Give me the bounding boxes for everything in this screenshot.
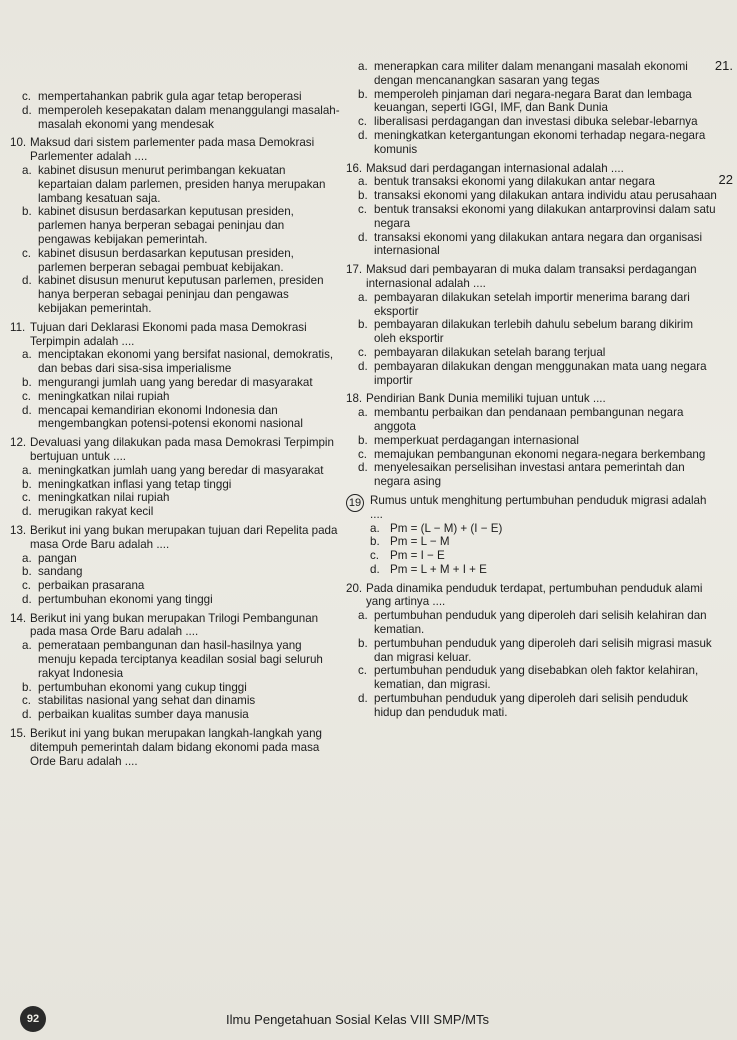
question-17: 17. Maksud dari pembayaran di muka dalam transaksi perdagangan internasional adalah .... a. pembayaran dilakukan setelah importir menerima barang dari eksportir b. pembayaran dilakukan terlebih dahulu sebelum barang dikirim oleh eksportir c. pembayaran dilakukan setelah barang terjual d. pembayaran dilakukan dengan menggunakan mata uang negara importir — [346, 263, 707, 387]
question-13: 13. Berikut ini yang bukan merupakan tujuan dari Repelita pada masa Orde Baru adalah .... a. pangan b. sandang c. perbaikan prasarana d. pertumbuhan ekonomi yang tinggi — [10, 523, 338, 606]
circled-question-number: 19 — [346, 494, 364, 512]
right-column — [346, 60, 718, 725]
side-number-22: 22 — [718, 172, 733, 187]
left-column — [10, 90, 340, 773]
side-number-21: 21. — [714, 58, 733, 73]
question-9-right-options: a. menerapkan cara militer dalam menangani masalah ekonomi dengan mencanangkan sasaran yang tegas b. memperoleh pinjaman dari negara-negara Barat dan lembaga keuangan, seperti IGGI, IMF, dan Bank Dunia c. liberalisasi perdagangan dan investasi dibuka selebar-lebarnya d. meningkatkan ketergantungan ekonomi terhadap negara-negara komunis — [358, 60, 706, 156]
question-11: 11. Tujuan dari Deklarasi Ekonomi pada masa Demokrasi Terpimpin adalah .... a. menciptakan ekonomi yang bersifat nasional, demokratis, dan bebas dari sisa-sisa imperialisme b. mengurangi jumlah uang yang beredar di masyarakat c. meningkatkan nilai rupiah d. mencapai kemandirian ekonomi Indonesia dan mengembangkan potensi-potensi ekonomi nasional — [10, 320, 334, 431]
page-footer — [20, 1006, 489, 1032]
question-9-continued: c. mempertahankan pabrik gula agar tetap beroperasi d. memperoleh kesepakatan dalam menanggulangi masalah-masalah ekonomi yang mendesak — [22, 90, 340, 131]
question-14: 14. Berikut ini yang bukan merupakan Trilogi Pembangunan pada masa Orde Baru adalah .... a. pemerataan pembangunan dan hasil-hasilnya yang menuju kepada terciptanya keadilan sosial bagi seluruh rakyat Indonesia b. pertumbuhan ekonomi yang cukup tinggi c. stabilitas nasional yang sehat dan dinamis d. perbaikan kualitas sumber daya manusia — [10, 611, 323, 722]
question-19: 19 Rumus untuk menghitung pertumbuhan penduduk migrasi adalah .... a. Pm = (L − M) + (I − E) b. Pm = L − M c. Pm = I − E d. Pm = L + M + I + E — [346, 494, 718, 577]
question-18: 18. Pendirian Bank Dunia memiliki tujuan untuk .... a. membantu perbaikan dan pendanaan pembangunan negara anggota b. memperkuat perdagangan internasional c. memajukan pembangunan ekonomi negara-negara berkembang d. menyelesaikan perselisihan investasi antara pemerintah dan negara asing — [346, 392, 706, 489]
question-20: 20. Pada dinamika penduduk terdapat, pertumbuhan penduduk alami yang artinya .... a. pertumbuhan penduduk yang diperoleh dari selisih kelahiran dan kematian. b. pertumbuhan penduduk yang diperoleh dari selisih migrasi masuk dan migrasi keluar. c. pertumbuhan penduduk yang disebabkan oleh faktor kelahiran, kematian, dan migrasi. d. pertumbuhan penduduk yang diperoleh dari selisih penduduk hidup dan penduduk mati. — [346, 581, 712, 719]
question-15: 15. Berikut ini yang bukan merupakan langkah-langkah yang ditempuh pemerintah dalam bidang ekonomi pada masa Orde Baru adalah .... — [10, 727, 322, 768]
question-12: 12. Devaluasi yang dilakukan pada masa Demokrasi Terpimpin bertujuan untuk .... a. meningkatkan jumlah uang yang beredar di masyarakat b. meningkatkan inflasi yang tetap tinggi c. meningkatkan nilai rupiah d. merugikan rakyat kecil — [10, 436, 334, 519]
book-title: Ilmu Pengetahuan Sosial Kelas VIII SMP/MTs — [226, 1011, 490, 1027]
question-10: 10. Maksud dari sistem parlementer pada masa Demokrasi Parlementer adalah .... a. kabinet disusun menurut perimbangan kekuatan kepartaian dalam parlemen, presiden hanya merupakan lambang kesatuan saja. b. kabinet disusun berdasarkan keputusan presiden, parlemen hanya berperan sebagai peninjau dan pengawas kebijakan pemerintah. c. kabinet disusun berdasarkan keputusan presiden, parlemen berperan sebagai pembuat kebijakan. d. kabinet disusun menurut keputusan parlemen, presiden hanya berperan sebagai peninjau dan pengawas kebijakan pemerintah. — [10, 136, 326, 315]
page-number-badge: 92 — [20, 1006, 46, 1032]
question-16: 16. Maksud dari perdagangan internasional adalah .... a. bentuk transaksi ekonomi yang dilakukan antar negara b. transaksi ekonomi yang dilakukan antara individu atau perusahaan c. bentuk transaksi ekonomi yang dilakukan antarprovinsi dalam satu negara d. transaksi ekonomi yang dilakukan antara negara dan organisasi internasional — [346, 161, 717, 258]
